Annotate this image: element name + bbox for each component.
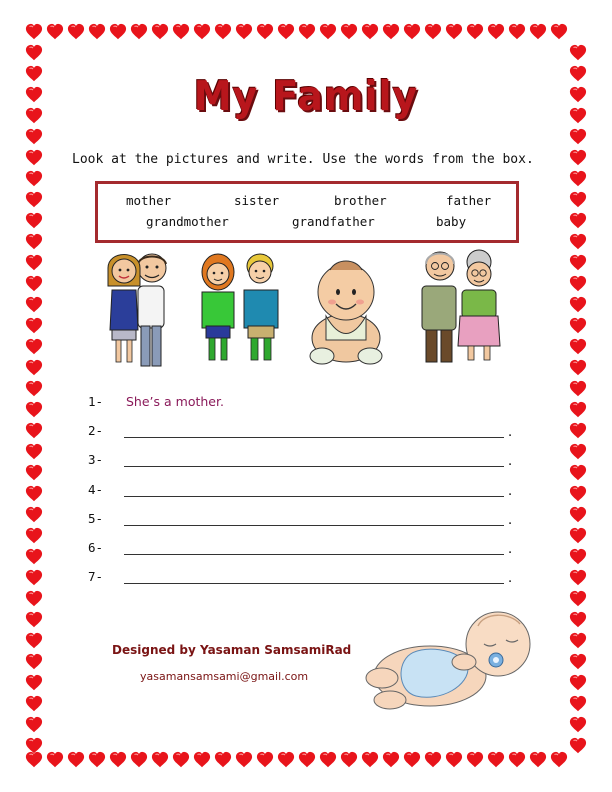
- baby-icon: [300, 256, 392, 371]
- heart-icon: [570, 738, 586, 753]
- exercise-row-5: [88, 511, 528, 531]
- heart-icon: [341, 24, 357, 39]
- heart-icon: [570, 129, 586, 144]
- designer-email[interactable]: yasamansamsami@gmail.com: [140, 670, 309, 683]
- heart-icon: [47, 752, 63, 767]
- heart-icon: [68, 24, 84, 39]
- heart-icon: [26, 150, 42, 165]
- heart-icon: [404, 752, 420, 767]
- exercise-number: 2-: [88, 423, 104, 438]
- heart-icon: [530, 24, 546, 39]
- word-brother: brother: [334, 193, 387, 208]
- heart-icon: [570, 675, 586, 690]
- heart-icon: [341, 752, 357, 767]
- heart-icon: [509, 752, 525, 767]
- example-answer: She’s a mother.: [126, 394, 224, 409]
- heart-icon: [362, 24, 378, 39]
- heart-icon: [570, 192, 586, 207]
- exercise-row-6: [88, 540, 528, 560]
- heart-icon: [89, 24, 105, 39]
- heart-icon: [570, 696, 586, 711]
- heart-icon: [570, 381, 586, 396]
- heart-icon: [26, 570, 42, 585]
- heart-icon: [570, 255, 586, 270]
- exercise-number: 3-: [88, 452, 104, 467]
- heart-icon: [570, 276, 586, 291]
- heart-icon: [570, 297, 586, 312]
- heart-icon: [404, 24, 420, 39]
- heart-icon: [26, 192, 42, 207]
- heart-icon: [26, 171, 42, 186]
- heart-icon: [26, 591, 42, 606]
- heart-icon: [446, 752, 462, 767]
- heart-icon: [131, 24, 147, 39]
- heart-icon: [570, 591, 586, 606]
- heart-icon: [236, 752, 252, 767]
- heart-icon: [257, 24, 273, 39]
- heart-icon: [570, 633, 586, 648]
- heart-icon: [425, 752, 441, 767]
- heart-icon: [530, 752, 546, 767]
- heart-icon: [26, 465, 42, 480]
- heart-icon: [26, 318, 42, 333]
- brother-figure: [244, 254, 278, 360]
- heart-icon: [26, 423, 42, 438]
- heart-icon: [26, 486, 42, 501]
- father-figure: [138, 254, 166, 366]
- exercise-row-1: [88, 394, 528, 414]
- word-mother: mother: [126, 193, 172, 208]
- heart-icon: [425, 24, 441, 39]
- heart-icon: [110, 24, 126, 39]
- line-end-dot: .: [508, 484, 513, 499]
- heart-icon: [467, 24, 483, 39]
- heart-icon: [570, 549, 586, 564]
- heart-icon: [26, 696, 42, 711]
- heart-icon: [26, 612, 42, 627]
- heart-icon: [26, 633, 42, 648]
- page-title: My Family: [193, 72, 419, 120]
- heart-icon: [236, 24, 252, 39]
- heart-icon: [320, 24, 336, 39]
- sister-figure: [202, 254, 234, 360]
- heart-icon: [570, 402, 586, 417]
- exercise-row-3: [88, 452, 528, 472]
- heart-icon: [68, 752, 84, 767]
- heart-icon: [26, 507, 42, 522]
- heart-icon: [383, 24, 399, 39]
- heart-icon: [570, 45, 586, 60]
- heart-icon: [570, 360, 586, 375]
- heart-icon: [26, 45, 42, 60]
- heart-icon: [257, 752, 273, 767]
- heart-icon: [26, 297, 42, 312]
- heart-icon: [570, 423, 586, 438]
- heart-icon: [570, 654, 586, 669]
- answer-line[interactable]: [124, 583, 504, 584]
- heart-icon: [173, 24, 189, 39]
- heart-icon: [467, 752, 483, 767]
- heart-icon: [551, 24, 567, 39]
- heart-icon: [194, 752, 210, 767]
- answer-line[interactable]: [124, 466, 504, 467]
- answer-line[interactable]: [124, 496, 504, 497]
- heart-icon: [26, 255, 42, 270]
- mother-figure: [108, 255, 140, 363]
- heart-icon: [131, 752, 147, 767]
- heart-icon: [26, 213, 42, 228]
- heart-icon: [570, 444, 586, 459]
- grandparents-icon: [416, 246, 504, 372]
- heart-icon: [570, 528, 586, 543]
- heart-icon: [152, 752, 168, 767]
- heart-icon: [26, 738, 42, 753]
- line-end-dot: .: [508, 513, 513, 528]
- heart-icon: [173, 752, 189, 767]
- heart-icon: [320, 752, 336, 767]
- heart-icon: [26, 129, 42, 144]
- exercise-number: 4-: [88, 482, 104, 497]
- heart-icon: [570, 234, 586, 249]
- sister-brother-icon: [198, 248, 284, 370]
- word-box: [95, 181, 519, 243]
- heart-icon: [278, 752, 294, 767]
- heart-icon: [278, 24, 294, 39]
- heart-icon: [488, 752, 504, 767]
- heart-icon: [26, 654, 42, 669]
- instructions: Look at the pictures and write. Use the words from the box.: [72, 152, 534, 167]
- heart-icon: [446, 24, 462, 39]
- heart-icon: [362, 752, 378, 767]
- heart-icon: [570, 150, 586, 165]
- heart-icon: [26, 24, 42, 39]
- heart-icon: [570, 507, 586, 522]
- heart-icon: [299, 24, 315, 39]
- heart-icon: [26, 339, 42, 354]
- lying-baby-icon: [360, 604, 542, 720]
- word-baby: baby: [436, 214, 467, 229]
- heart-icon: [570, 318, 586, 333]
- line-end-dot: .: [508, 542, 513, 557]
- heart-icon: [152, 24, 168, 39]
- heart-icon: [551, 752, 567, 767]
- heart-icon: [215, 752, 231, 767]
- answer-line[interactable]: [124, 437, 504, 438]
- heart-icon: [26, 381, 42, 396]
- heart-icon: [26, 528, 42, 543]
- heart-icon: [570, 213, 586, 228]
- answer-line[interactable]: [124, 554, 504, 555]
- exercise-number: 5-: [88, 511, 104, 526]
- heart-icon: [299, 752, 315, 767]
- line-end-dot: .: [508, 425, 513, 440]
- heart-icon: [89, 752, 105, 767]
- mother-father-icon: [100, 246, 172, 371]
- heart-icon: [570, 570, 586, 585]
- heart-icon: [570, 612, 586, 627]
- heart-icon: [570, 465, 586, 480]
- answer-line[interactable]: [124, 525, 504, 526]
- heart-icon: [570, 171, 586, 186]
- word-grandmother: grandmother: [146, 214, 229, 229]
- word-father: father: [446, 193, 492, 208]
- exercise-row-2: [88, 423, 528, 443]
- heart-icon: [26, 402, 42, 417]
- exercise-row-7: [88, 569, 528, 589]
- heart-icon: [26, 276, 42, 291]
- heart-icon: [26, 752, 42, 767]
- exercise-number: 6-: [88, 540, 104, 555]
- heart-icon: [570, 717, 586, 732]
- designer-credit: Designed by Yasaman SamsamiRad: [112, 643, 352, 657]
- word-sister: sister: [234, 193, 280, 208]
- heart-icon: [570, 486, 586, 501]
- heart-icon: [488, 24, 504, 39]
- exercise-row-4: [88, 482, 528, 502]
- heart-icon: [194, 24, 210, 39]
- heart-icon: [26, 717, 42, 732]
- grandfather-figure: [422, 252, 456, 362]
- line-end-dot: .: [508, 454, 513, 469]
- heart-icon: [26, 360, 42, 375]
- heart-icon: [47, 24, 63, 39]
- heart-icon: [26, 675, 42, 690]
- heart-icon: [509, 24, 525, 39]
- exercise-number: 7-: [88, 569, 104, 584]
- heart-icon: [26, 234, 42, 249]
- exercise-number: 1-: [88, 394, 104, 409]
- grandmother-figure: [458, 250, 500, 360]
- word-grandfather: grandfather: [292, 214, 375, 229]
- heart-icon: [110, 752, 126, 767]
- heart-icon: [383, 752, 399, 767]
- heart-icon: [26, 444, 42, 459]
- heart-icon: [215, 24, 231, 39]
- heart-icon: [570, 339, 586, 354]
- line-end-dot: .: [508, 571, 513, 586]
- heart-icon: [26, 549, 42, 564]
